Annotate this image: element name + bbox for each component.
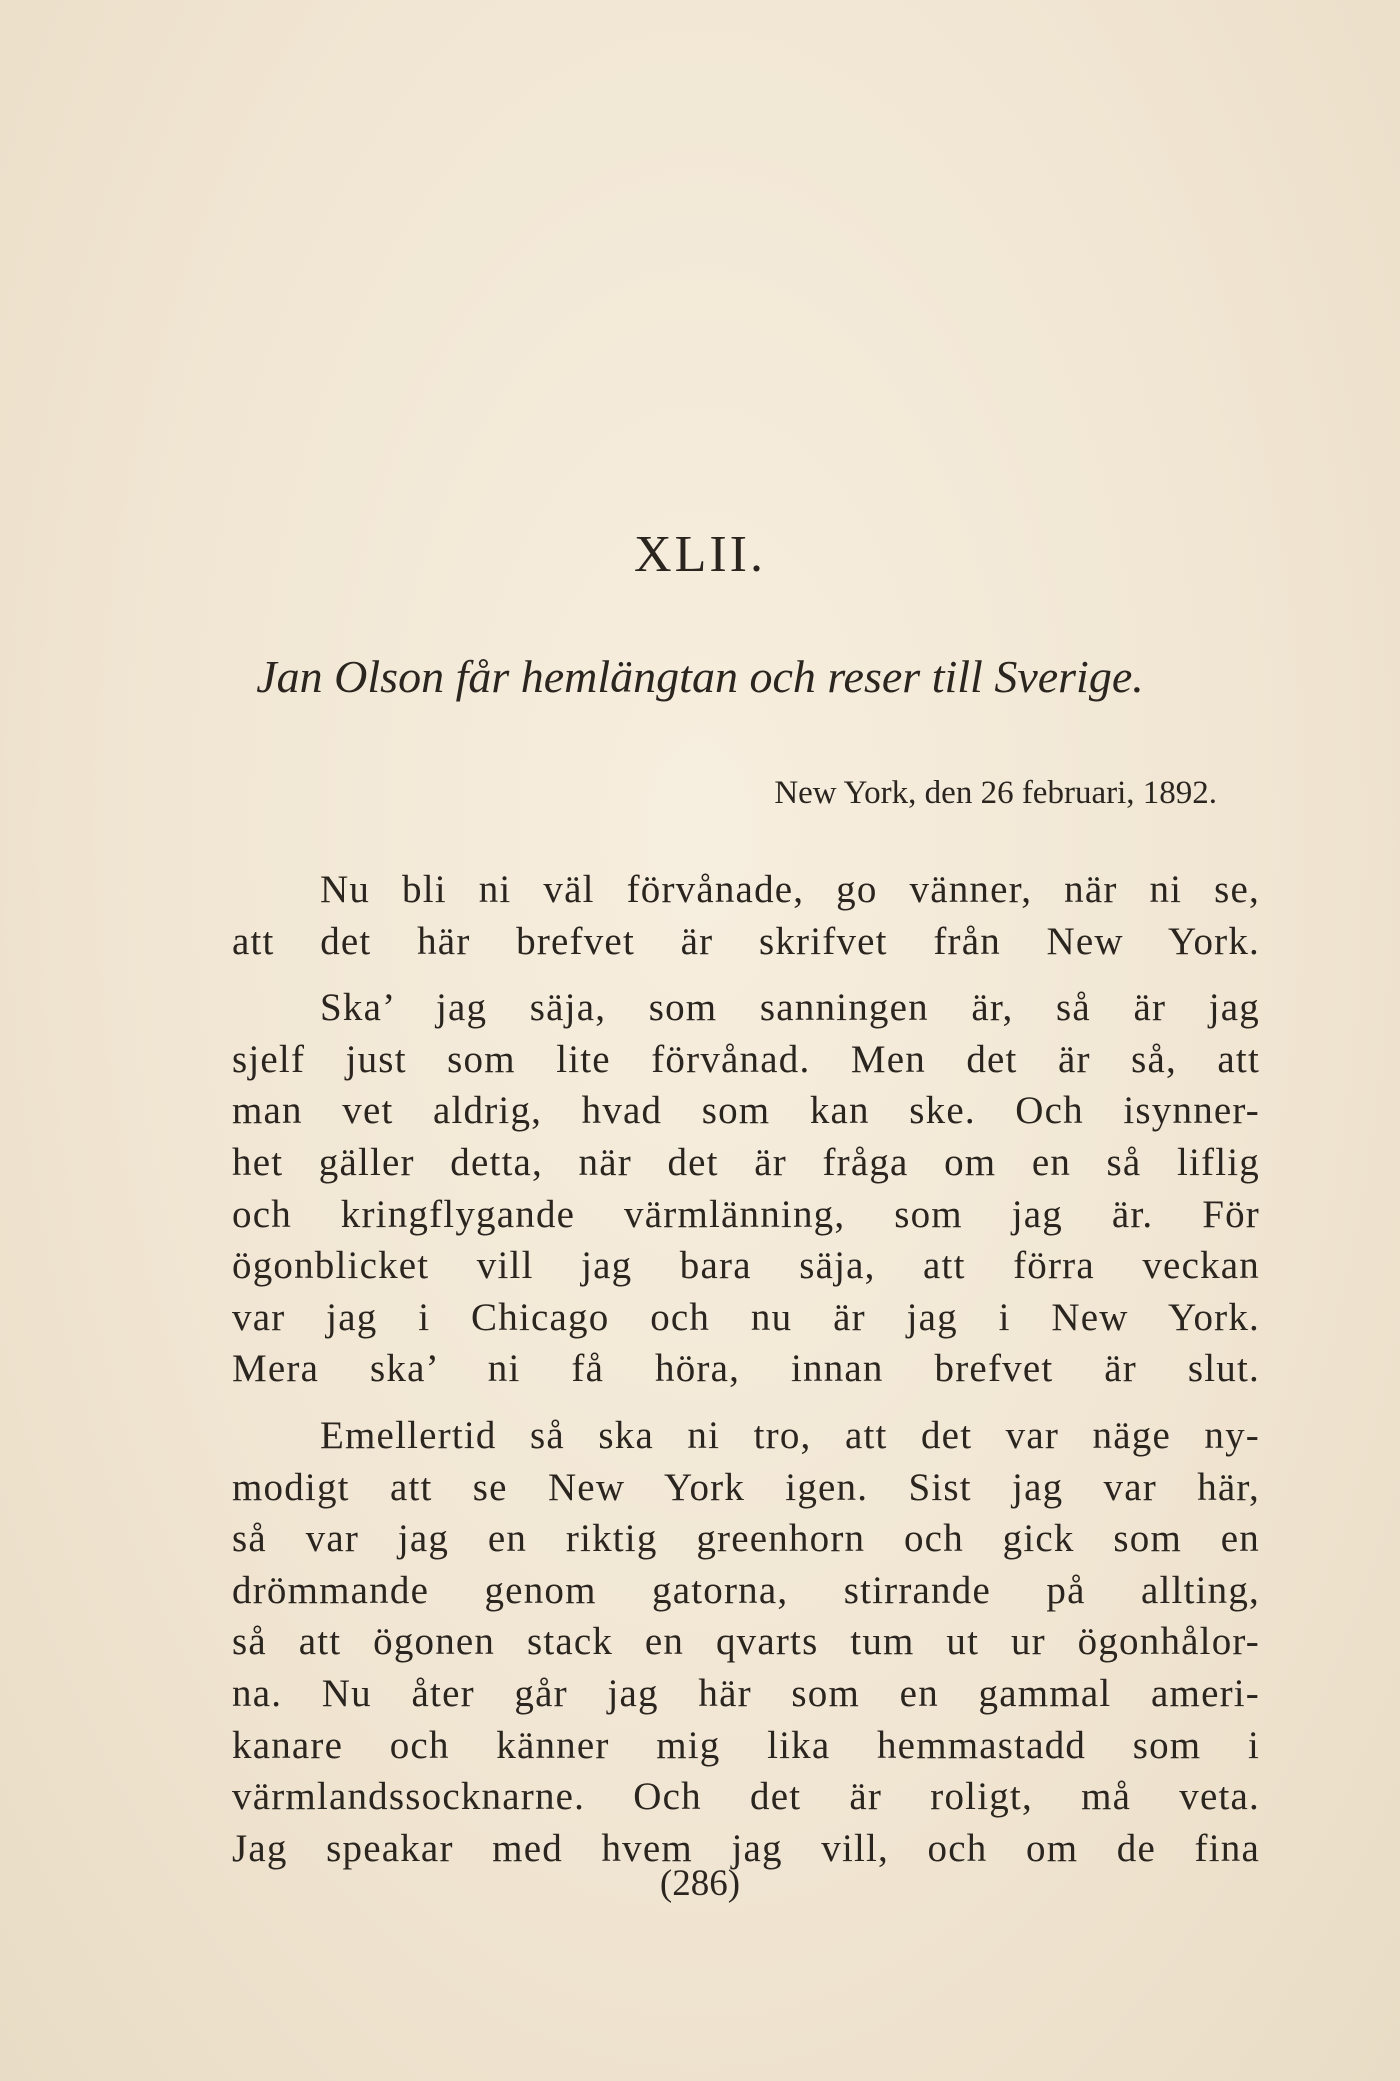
- text-line: na. Nu åter går jag här som en gammal ameri-: [232, 1671, 1260, 1715]
- text-line: modigt att se New York igen. Sist jag var här,: [232, 1465, 1260, 1509]
- text-line: man vet aldrig, hvad som kan ske. Och isynner-: [232, 1089, 1260, 1133]
- chapter-number: XLII.: [634, 526, 766, 583]
- text-line: var jag i Chicago och nu är jag i New York.: [232, 1295, 1260, 1339]
- paragraph-3: [232, 1410, 1260, 1874]
- text-line: Ska’ jag säja, som sanningen är, så är jag: [320, 986, 1260, 1030]
- text-line: kanare och känner mig lika hemmastadd som i: [232, 1723, 1260, 1767]
- text-line: så att ögonen stack en qvarts tum ut ur ögonhålor-: [232, 1620, 1260, 1664]
- letter-dateline: New York, den 26 februari, 1892.: [774, 775, 1217, 811]
- paragraph-2: [232, 982, 1260, 1395]
- text-line: och kringflygande värmlänning, som jag är. För: [232, 1192, 1260, 1236]
- text-line: Mera ska’ ni få höra, innan brefvet är slut.: [232, 1347, 1260, 1391]
- text-line: drömmande genom gatorna, stirrande på allting,: [232, 1568, 1260, 1612]
- text-line: värmlandssocknarne. Och det är roligt, må veta.: [232, 1775, 1260, 1819]
- paragraph-1: [232, 864, 1260, 967]
- letter-body: [232, 864, 1260, 1874]
- page-number: (286): [659, 1863, 741, 1904]
- chapter-title: Jan Olson får hemlängtan och reser till Sverige.: [256, 651, 1144, 702]
- text-line: sjelf just som lite förvånad. Men det är så, att: [232, 1037, 1260, 1081]
- text-line: Emellertid så ska ni tro, att det var näge ny-: [320, 1413, 1260, 1457]
- text-line: att det här brefvet är skrifvet från New York.: [232, 919, 1260, 963]
- text-line: så var jag en riktig greenhorn och gick som en: [232, 1517, 1260, 1561]
- text-line: het gäller detta, när det är fråga om en så liflig: [232, 1140, 1260, 1184]
- text-line: Nu bli ni väl förvånade, go vänner, när ni se,: [320, 868, 1260, 911]
- text-line: Jag speakar med hvem jag vill, och om de fina: [232, 1826, 1260, 1870]
- text-line: ögonblicket vill jag bara säja, att förra veckan: [232, 1244, 1260, 1288]
